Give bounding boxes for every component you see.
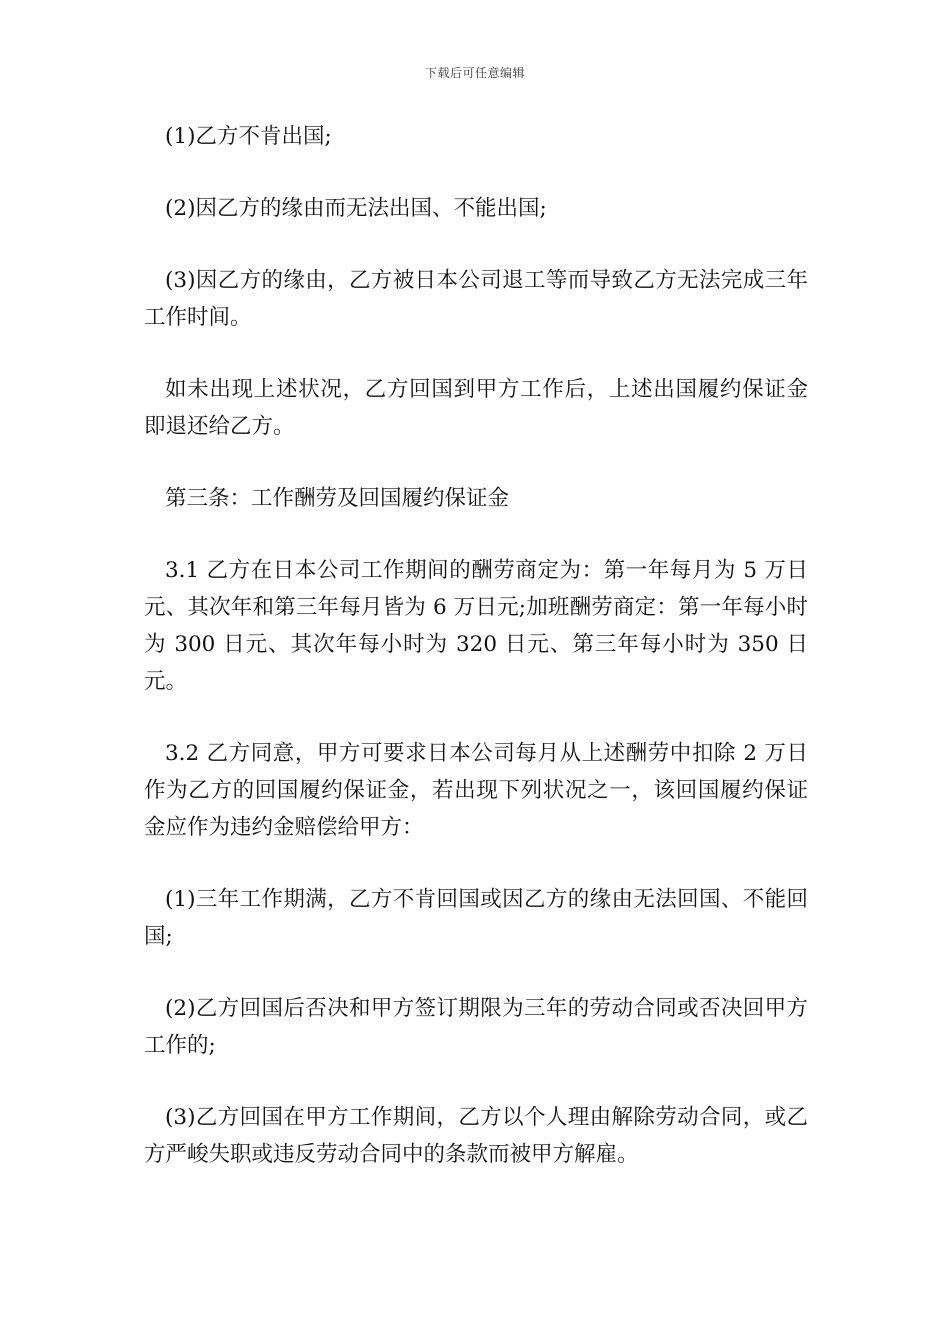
clause-3-2-item-1: (1)三年工作期满，乙方不肯回国或因乙方的缘由无法回国、不能回国; (144, 887, 808, 949)
clause-3-2: 3.2 乙方同意，甲方可要求日本公司每月从上述酬劳中扣除 2 万日作为乙方的回国履约保证金，若出现下列状况之一，该回国履约保证金应作为违约金赔偿给甲方： (144, 741, 808, 840)
page-header: 下载后可任意编辑 (424, 66, 525, 80)
clause-3-2-item-3: (3)乙方回国在甲方工作期间，乙方以个人理由解除劳动合同，或乙方严峻失职或违反劳动合同中的条款而被甲方解雇。 (144, 1105, 808, 1167)
clause-2-item-1: (1)乙方不肯出国; (165, 124, 332, 149)
clause-2-item-2: (2)因乙方的缘由而无法出国、不能出国; (165, 196, 547, 221)
document-body (144, 118, 808, 1208)
article-3-heading: 第三条：工作酬劳及回国履约保证金 (165, 486, 510, 511)
clause-3-1: 3.1 乙方在日本公司工作期间的酬劳商定为：第一年每月为 5 万日元、其次年和第三年每月皆为 6 万日元;加班酬劳商定：第一年每小时为 300 日元、其次年每小时为 320 日元、第三年每小时为 350 日元。 (144, 558, 808, 694)
clause-2-refund-note: 如未出现上述状况，乙方回国到甲方工作后，上述出国履约保证金即退还给乙方。 (144, 377, 808, 439)
clause-3-2-item-2: (2)乙方回国后否决和甲方签订期限为三年的劳动合同或否决回甲方工作的; (144, 996, 808, 1058)
clause-2-item-3: (3)因乙方的缘由，乙方被日本公司退工等而导致乙方无法完成三年工作时间。 (144, 268, 808, 330)
